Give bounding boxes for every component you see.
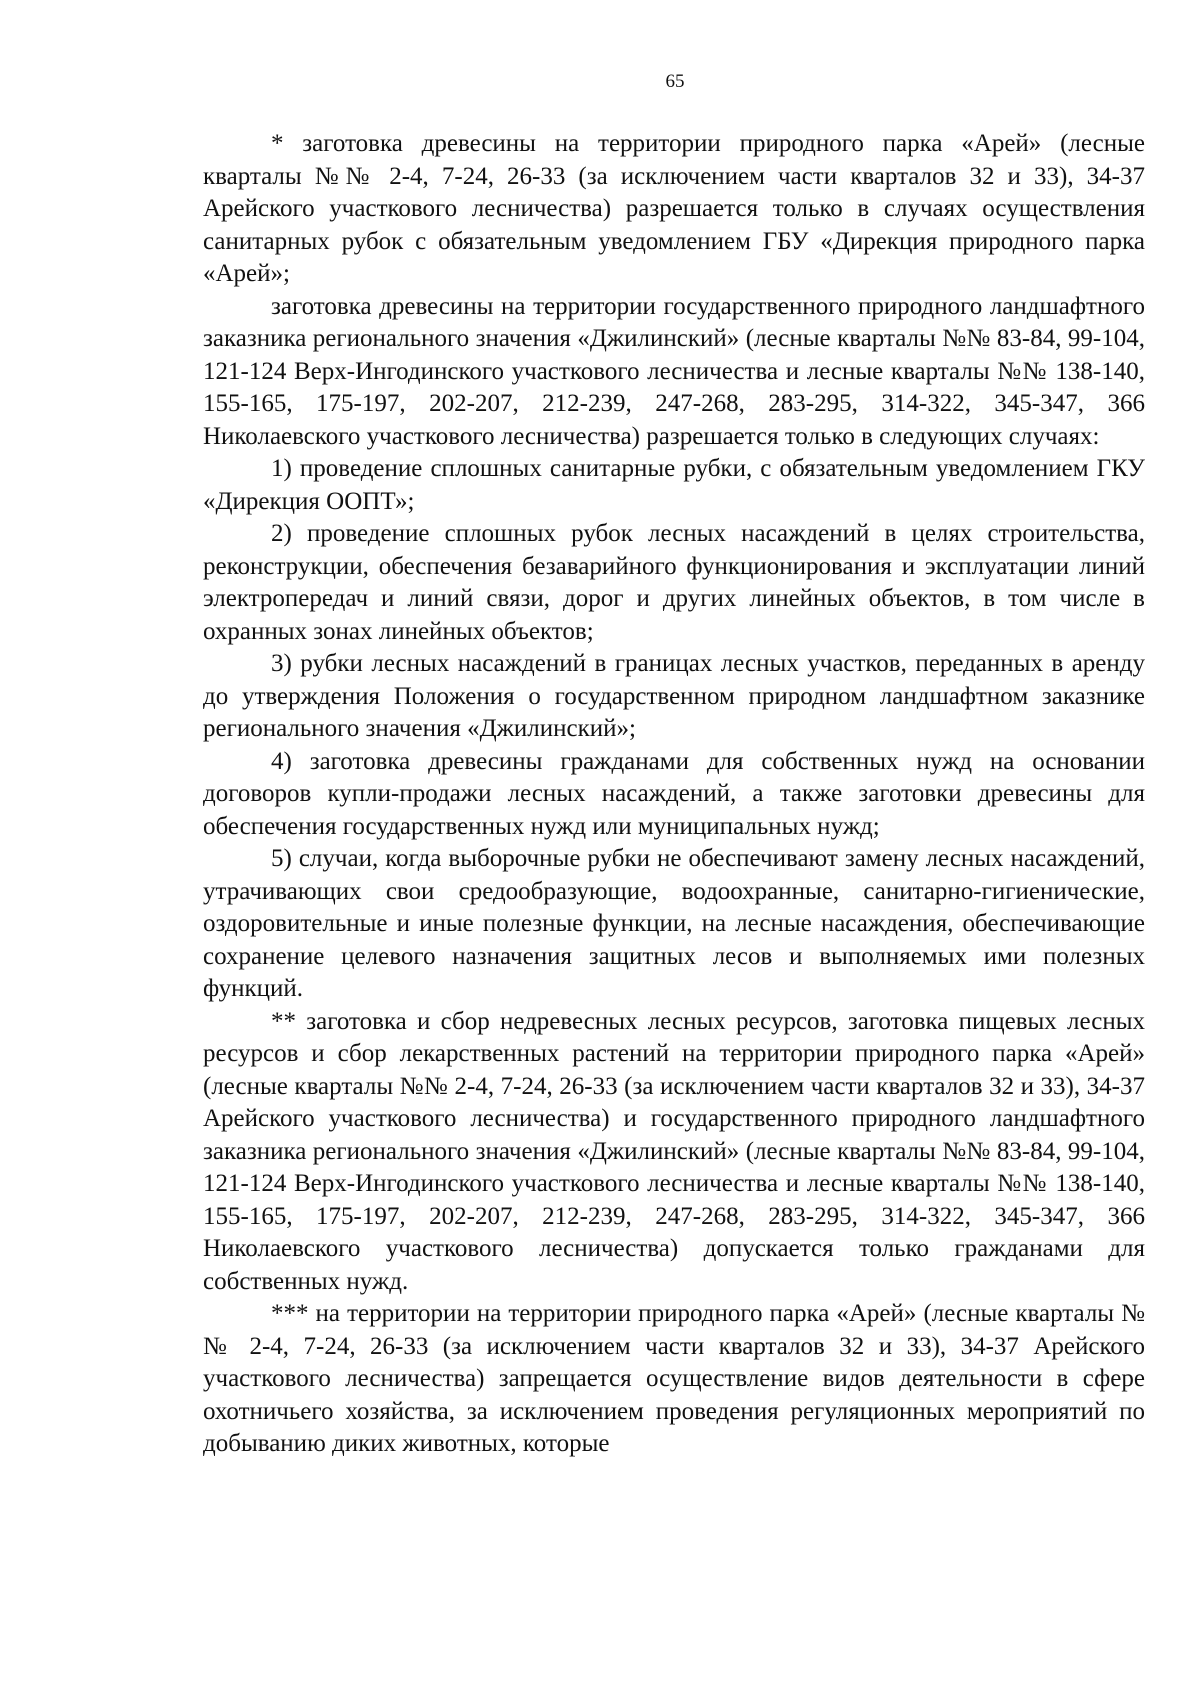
- list-item-4: 4) заготовка древесины гражданами для собственных нужд на основании договоров купли-продажи лесных насаждений, а также заготовки древесины для обеспечения государственных нужд или муниципальных нужд;: [203, 747, 1145, 840]
- list-item-5: 5) случаи, когда выборочные рубки не обеспечивают замену лесных насаждений, утрачивающих свои средообразующие, водоохранные, санитарно-гигиенические, оздоровительные и иные полезные функции, на лесные насаждения, обеспечивающие сохранение целевого назначения защитных лесов и выполняемых ими полезных функций.: [203, 845, 1145, 1002]
- list-item-1: 1) проведение сплошных санитарные рубки, с обязательным уведомлением ГКУ «Дирекция ООПТ»;: [203, 455, 1145, 515]
- page-number: 65: [665, 71, 685, 92]
- list-item-2: 2) проведение сплошных рубок лесных насаждений в целях строительства, реконструкции, обеспечения безаварийного функционирования и эксплуатации линий электропередач и линий связи, дорог и других линейных объектов, в том числе в охранных зонах линейных объектов;: [203, 520, 1145, 645]
- paragraph-harvesting-dzhilinsky: заготовка древесины на территории государственного природного ландшафтного заказника регионального значения «Джилинский» (лесные кварталы №№ 83-84, 99-104, 121-124 Верх-Ингодинского участкового лесничества и лесные кварталы №№ 138-140, 155-165, 175-197, 202-207, 212-239, 247-268, 283-295, 314-322, 345-347, 366 Николаевского участкового лесничества) разрешается только в следующих случаях:: [203, 292, 1145, 450]
- paragraph-harvesting-arey: * заготовка древесины на территории природного парка «Арей» (лесные кварталы №№ 2-4, 7-24, 26-33 (за исключением части кварталов 32 и 33), 34-37 Арейского участкового лесничества) разрешается только в случаях осуществления санитарных рубок с обязательным уведомлением ГБУ «Дирекция природного парка «Арей»;: [203, 130, 1145, 287]
- document-body: [203, 128, 1145, 1461]
- list-item-3: 3) рубки лесных насаждений в границах лесных участков, переданных в аренду до утверждения Положения о государственном природном ландшафтном заказнике регионального значения «Джилинский»;: [203, 650, 1145, 742]
- paragraph-non-timber-resources: ** заготовка и сбор недревесных лесных ресурсов, заготовка пищевых лесных ресурсов и сбор лекарственных растений на территории природного парка «Арей» (лесные кварталы №№ 2-4, 7-24, 26-33 (за исключением части кварталов 32 и 33), 34-37 Арейского участкового лесничества) и государственного природного ландшафтного заказника регионального значения «Джилинский» (лесные кварталы №№ 83-84, 99-104, 121-124 Верх-Ингодинского участкового лесничества и лесные кварталы №№ 138-140, 155-165, 175-197, 202-207, 212-239, 247-268, 283-295, 314-322, 345-347, 366 Николаевского участкового лесничества) допускается только гражданами для собственных нужд.: [203, 1007, 1145, 1295]
- paragraph-hunting-restrictions: *** на территории на территории природного парка «Арей» (лесные кварталы №№ 2-4, 7-24, 26-33 (за исключением части кварталов 32 и 33), 34-37 Арейского участкового лесничества) запрещается осуществление видов деятельности в сфере охотничьего хозяйства, за исключением проведения регуляционных мероприятий по добыванию диких животных, которые: [203, 1300, 1145, 1457]
